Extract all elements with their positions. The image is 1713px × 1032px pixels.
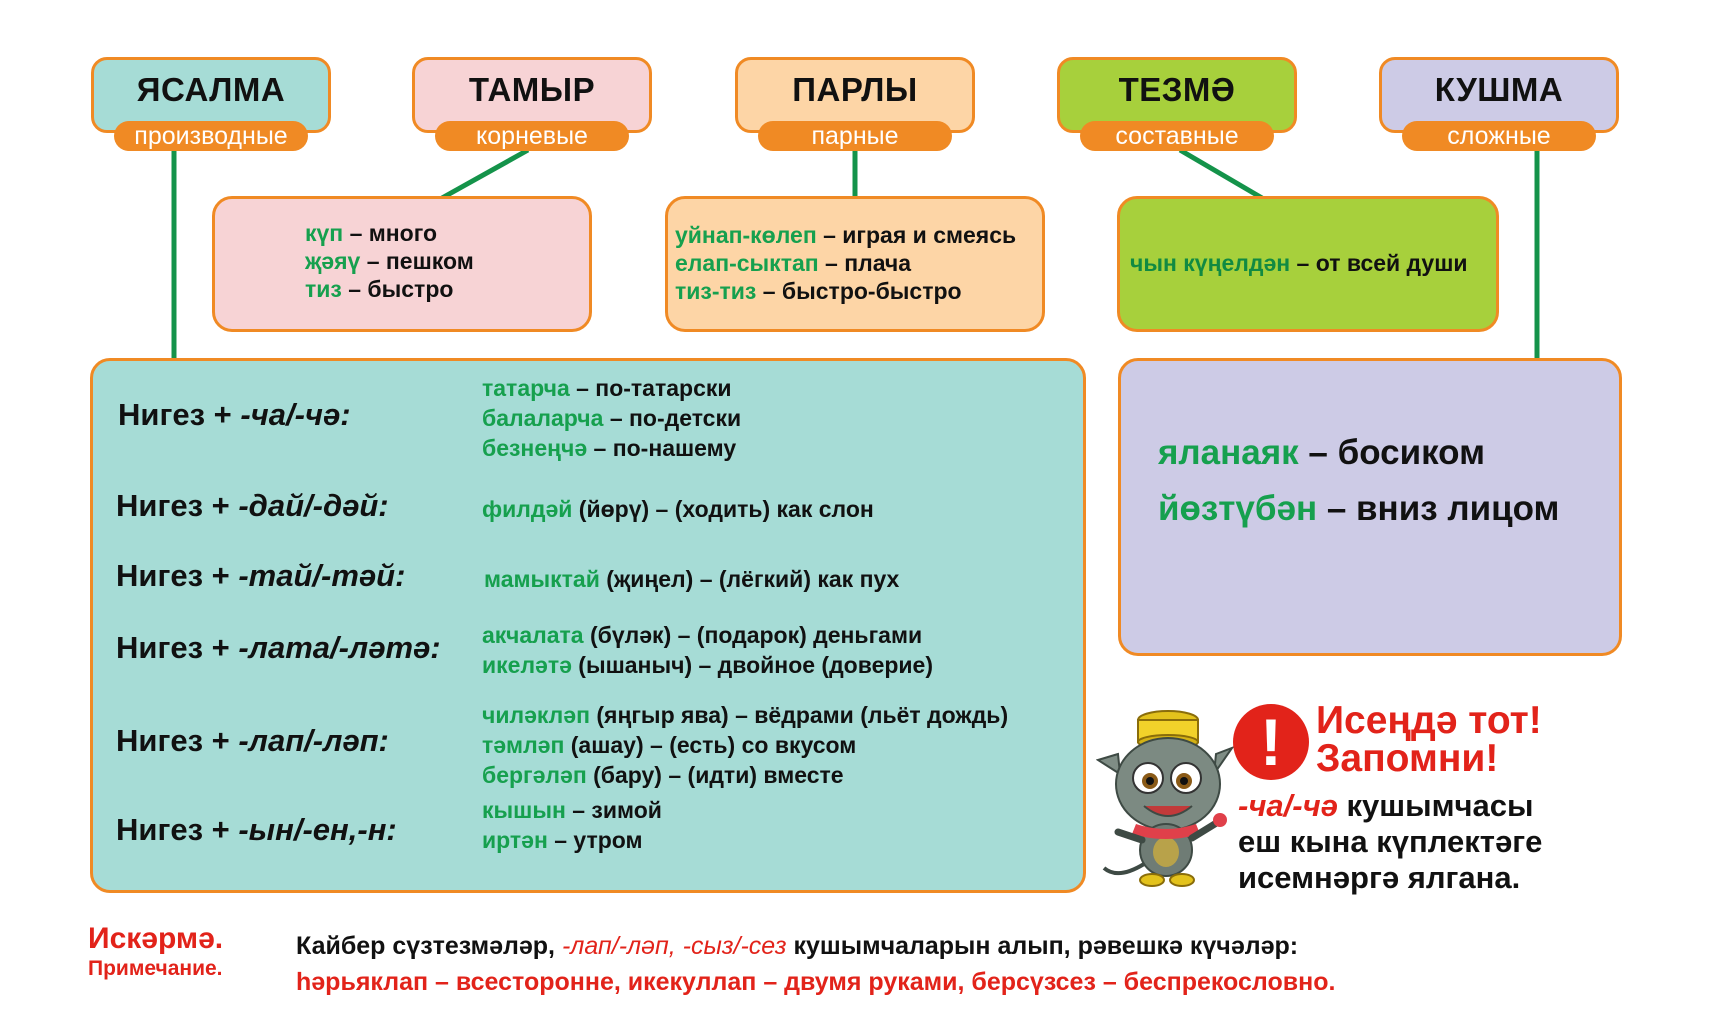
example-line: безнеңчә – по-нашему [482,435,737,461]
category-title: ПАРЛЫ [792,71,918,108]
example-line: балаларча – по-детски [482,405,742,431]
example-line: елап-сыктап – плача [675,250,912,276]
remember-text [1238,788,1542,896]
category-paired [735,57,975,150]
example-line: чын күңелдән – от всей души [1130,250,1468,276]
root-examples-box [212,196,592,332]
note-text [296,928,1335,1000]
remember-title [1316,699,1542,780]
example-line: татарча – по-татарски [482,375,732,401]
example-line: чиләкләп (яңгыр ява) – вёдрами (льёт дождь) [482,702,1009,728]
note-label [88,922,223,982]
example-line: уйнап-көлеп – играя и смеясь [675,222,1017,248]
category-title: ТЕЗМӘ [1118,71,1236,108]
complex-example: йөзтүбән – вниз лицом [1158,489,1560,528]
example-line: җәяү – пешком [305,248,474,274]
example-line: бергәләп (бару) – (идти) вместе [482,762,844,788]
category-subtitle: парные [758,121,952,151]
example-line: филдәй (йөрү) – (ходить) как слон [482,496,874,522]
category-complex [1379,57,1619,150]
example-line: тиз – быстро [305,276,454,302]
rule-label-lap: Нигез + -лап/-ләп: [116,723,389,758]
category-derived [91,57,331,150]
note-label-russian: Примечание. [88,957,223,980]
rule-examples-tay [484,564,899,594]
category-subtitle: составные [1080,121,1274,151]
example-line: тәмләп (ашау) – (есть) со вкусом [482,732,857,758]
connector-compound [1180,150,1262,198]
category-title: ЯСАЛМА [136,71,286,108]
category-title: ТАМЫР [468,71,596,108]
example-line: мамыктай (җиңел) – (лёгкий) как пух [484,566,900,592]
note-label-tatar: Искәрмә. [88,922,224,955]
example-line: акчалата (бүләк) – (подарок) деньгами [482,622,923,648]
rule-label-cha: Нигез + -ча/-чә: [118,397,351,432]
rule-label-yn: Нигез + -ын/-ен,-н: [116,812,397,847]
category-title: КУШМА [1434,71,1564,108]
remember-text-line: -ча/-чә кушымчасы [1238,788,1534,823]
note-line-2: һәрьяклап – всесторонне, икекуллап – двумя руками, берсүзсез – беспрекословно. [296,968,1336,996]
complex-example: яланаяк – босиком [1158,433,1485,472]
remember-title-russian: Запомни! [1316,737,1499,780]
category-compound [1057,57,1297,150]
example-line: кышын – зимой [482,797,662,823]
remember-text-line: еш кына күплектәге [1238,824,1543,859]
category-root [412,57,652,150]
category-subtitle: корневые [435,121,629,151]
rule-examples-cha [482,373,741,463]
connector-root [442,150,528,198]
rule-label-tay: Нигез + -тай/-тәй: [116,558,406,593]
rule-examples-yn [482,795,662,855]
rule-examples-lap [482,700,1008,790]
category-subtitle: производные [114,121,308,151]
remember-text-line: исемнәргә ялгана. [1238,860,1521,895]
note-line-1: Кайбер сүзтезмәләр, -лап/-ләп, -сыз/-сез кушымчаларын алып, рәвешкә күчәләр: [296,932,1299,960]
example-line: иртән – утром [482,827,643,853]
mascot-illustration [1096,702,1234,892]
category-subtitle: сложные [1402,121,1596,151]
example-line: тиз-тиз – быстро-быстро [675,278,962,304]
exclamation-mark: ! [1260,705,1282,779]
rule-label-lata: Нигез + -лата/-ләтә: [116,630,441,665]
rule-examples-day [482,494,874,524]
compound-examples-box [1117,196,1499,332]
example-line: күп – много [305,220,438,246]
remember-title-tatar: Исеңдә тот! [1316,699,1542,742]
rule-examples-lata [482,620,933,680]
paired-examples-box [665,196,1045,332]
example-line: икеләтә (ышаныч) – двойное (доверие) [482,652,933,678]
rule-label-day: Нигез + -дай/-дәй: [116,488,389,523]
